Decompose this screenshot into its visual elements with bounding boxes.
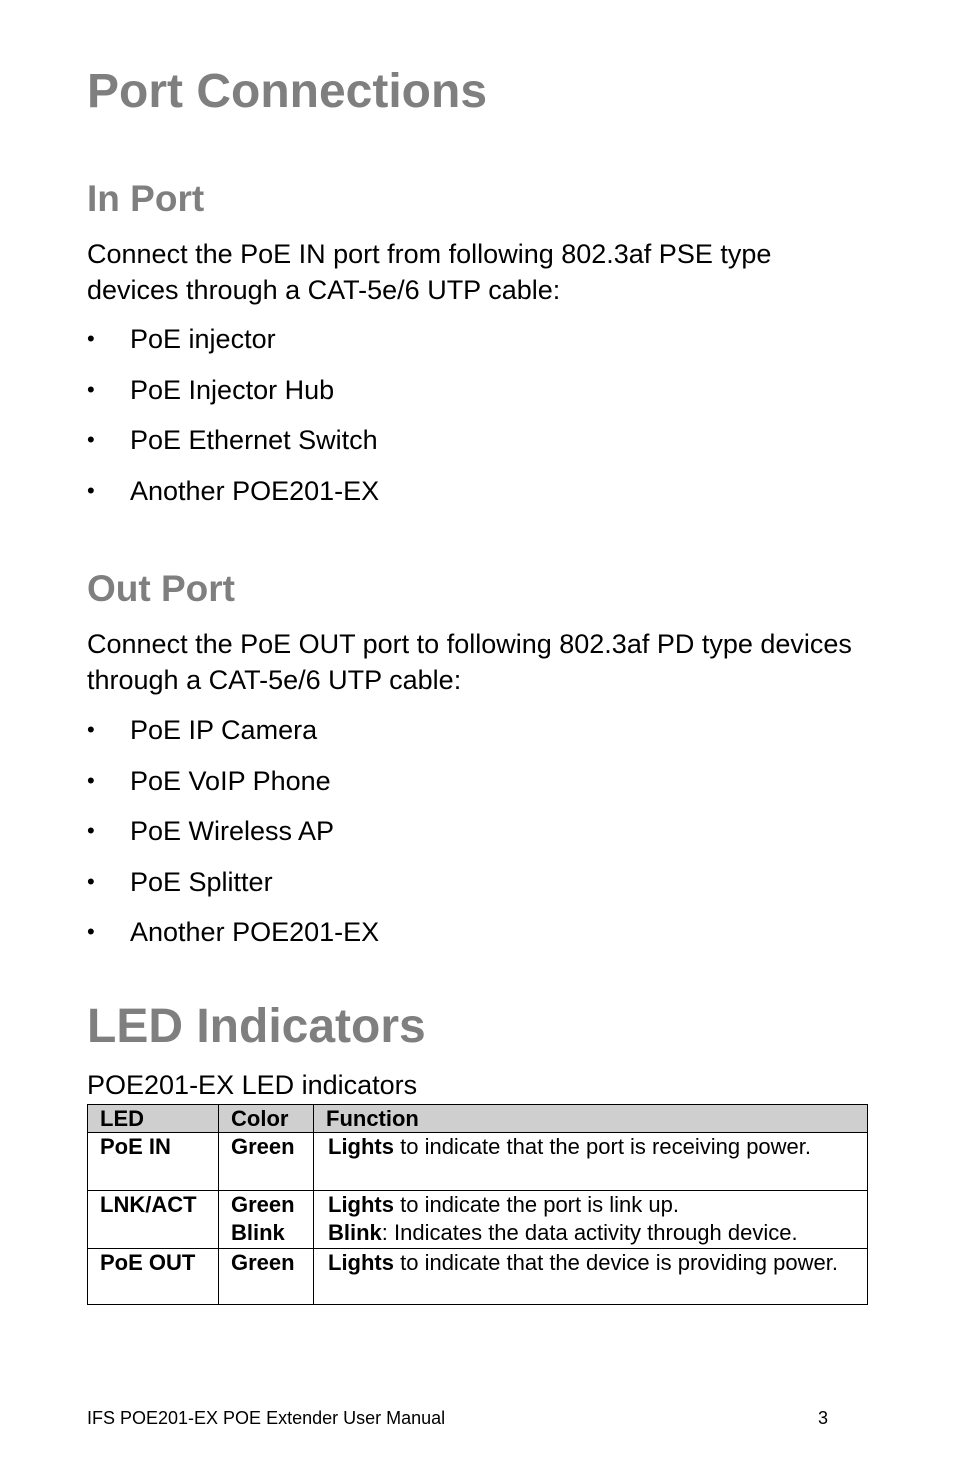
led-name: LNK/ACT — [88, 1191, 219, 1249]
led-table — [87, 1104, 868, 1305]
column-header-led: LED — [88, 1105, 219, 1133]
table-row — [88, 1133, 868, 1191]
bullet-icon: • — [87, 818, 95, 843]
led-function: Lights to indicate that the device is providing power. — [314, 1249, 868, 1305]
list-item: • PoE VoIP Phone — [87, 765, 331, 796]
bullet-icon: • — [87, 427, 95, 452]
footer-document-title: IFS POE201-EX POE Extender User Manual — [87, 1408, 446, 1428]
bullet-icon: • — [87, 376, 95, 402]
led-color: Green Blink — [219, 1191, 314, 1249]
list-item: • Another POE201-EX — [87, 917, 380, 947]
list-item: • PoE IP Camera — [87, 715, 318, 745]
out-port-device-list — [87, 714, 379, 967]
list-item: • PoE injector — [87, 324, 276, 354]
led-name: PoE IN — [88, 1133, 219, 1191]
column-header-color: Color — [219, 1105, 314, 1133]
led-color: Green — [219, 1249, 314, 1305]
bullet-icon: • — [87, 477, 95, 503]
in-port-device-list — [87, 323, 379, 525]
out-port-heading: Out Port — [87, 568, 235, 609]
table-header-row — [88, 1105, 868, 1133]
table-caption: POE201-EX LED indicators — [87, 1070, 418, 1100]
list-item: • PoE Wireless AP — [87, 816, 335, 846]
bullet-icon: • — [87, 326, 95, 351]
column-header-function: Function — [314, 1105, 868, 1133]
list-item: • Another POE201-EX — [87, 475, 380, 506]
bullet-icon: • — [87, 919, 95, 944]
led-function: Lights to indicate that the port is receiving power. — [314, 1133, 868, 1191]
bullet-icon: • — [87, 767, 95, 793]
footer-page-number: 3 — [818, 1408, 829, 1428]
table-row — [88, 1191, 868, 1249]
in-port-description: Connect the PoE IN port from following 802.3af PSE type devices through a CAT-5e/6 UTP cable: — [87, 239, 772, 305]
page-title: Port Connections — [87, 65, 488, 118]
table-row — [88, 1249, 868, 1305]
bullet-icon: • — [87, 868, 95, 894]
led-name: PoE OUT — [88, 1249, 219, 1305]
bullet-icon: • — [87, 717, 95, 742]
out-port-description: Connect the PoE OUT port to following 802.3af PD type devices through a CAT-5e/6 UTP cable: — [87, 629, 852, 695]
in-port-heading: In Port — [87, 178, 205, 219]
led-function: Lights to indicate the port is link up. Blink: Indicates the data activity through device. — [314, 1191, 868, 1249]
led-color: Green — [219, 1133, 314, 1191]
list-item: • PoE Ethernet Switch — [87, 425, 378, 455]
list-item: • PoE Injector Hub — [87, 374, 335, 405]
led-indicators-title: LED Indicators — [87, 1000, 426, 1053]
list-item: • PoE Splitter — [87, 866, 273, 897]
